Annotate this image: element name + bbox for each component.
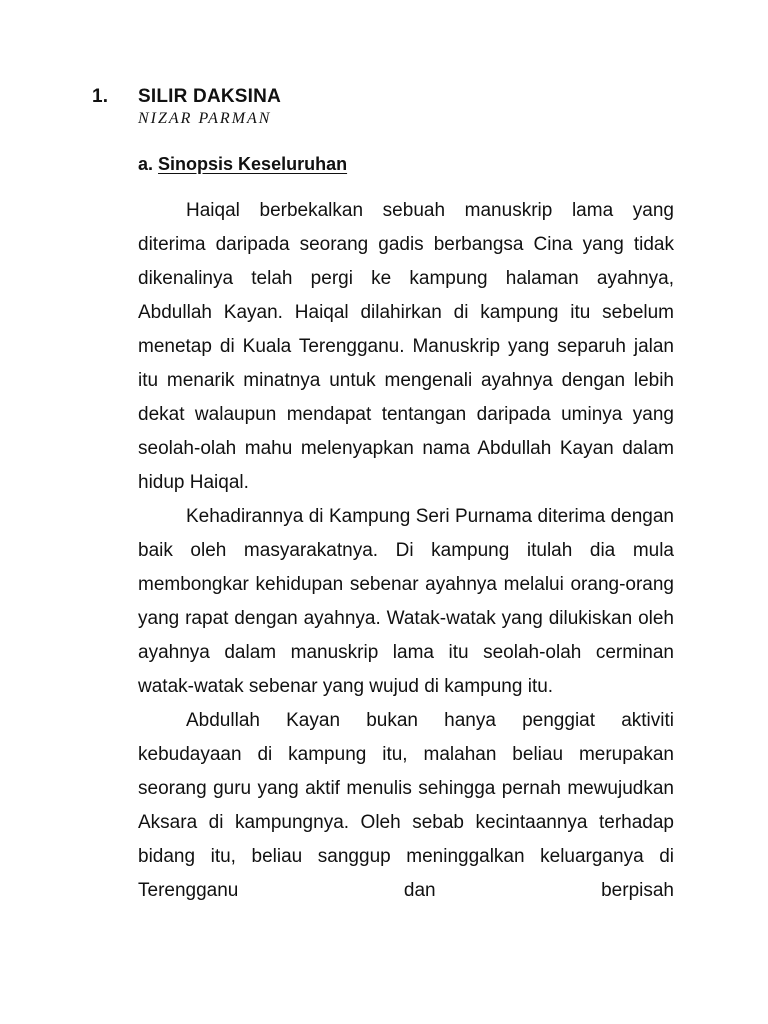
- section-number: 1.: [92, 86, 109, 107]
- subsection-prefix: a.: [138, 154, 154, 174]
- paragraph: Kehadirannya di Kampung Seri Purnama diterima dengan baik oleh masyarakatnya. Di kampung itulah dia mula membongkar kehidupan sebenar ayahnya melalui orang-orang yang rapat dengan ayahnya. Watak-watak yang dilukiskan oleh ayahnya dalam manuskrip lama itu seolah-olah cerminan watak-watak sebenar yang wujud di kampung itu.: [138, 506, 674, 697]
- subsection-title: Sinopsis Keseluruhan: [158, 154, 348, 174]
- section-title: SILIR DAKSINA: [138, 86, 281, 107]
- synopsis-body: [138, 194, 674, 908]
- author-name: NIZAR PARMAN: [138, 110, 272, 127]
- subsection-heading: [138, 154, 347, 175]
- paragraph: Abdullah Kayan bukan hanya penggiat aktiviti kebudayaan di kampung itu, malahan beliau merupakan seorang guru yang aktif menulis sehingga pernah mewujudkan Aksara di kampungnya. Oleh sebab kecintaannya terhadap bidang itu, beliau sanggup meninggalkan keluarganya di Terengganu dan berpisah: [138, 710, 674, 901]
- paragraph: Haiqal berbekalkan sebuah manuskrip lama yang diterima daripada seorang gadis berbangsa Cina yang tidak dikenalinya telah pergi ke kampung halaman ayahnya, Abdullah Kayan. Haiqal dilahirkan di kampung itu sebelum menetap di Kuala Terengganu. Manuskrip yang separuh jalan itu menarik minatnya untuk mengenali ayahnya dengan lebih dekat walaupun mendapat tentangan daripada uminya yang seolah-olah mahu melenyapkan nama Abdullah Kayan dalam hidup Haiqal.: [138, 200, 674, 493]
